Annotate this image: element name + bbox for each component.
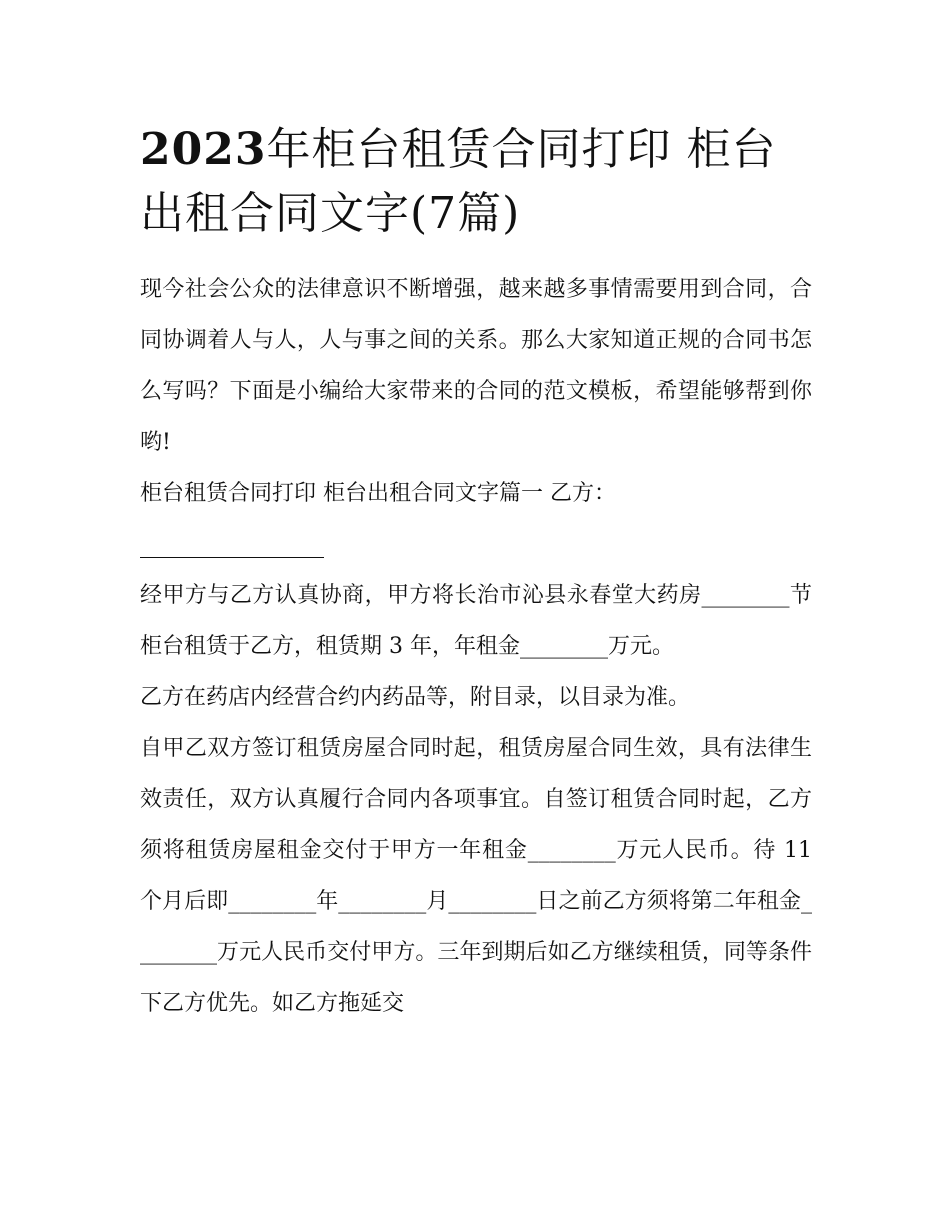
intro-paragraph: 现今社会公众的法律意识不断增强，越来越多事情需要用到合同，合同协调着人与人，人与事之间的关系。那么大家知道正规的合同书怎么写吗？下面是小编给大家带来的合同的范文模板，希望能够帮到你哟!: [140, 277, 812, 455]
document-title: [140, 118, 812, 246]
document-page: [140, 118, 812, 1029]
signature-blank-line: [140, 519, 324, 570]
body-paragraph-2: 乙方在药店内经营合约内药品等，附目录，以目录为准。: [140, 685, 691, 710]
body-paragraph-3: 自甲乙双方签订租赁房屋合同时起，租赁房屋合同生效，具有法律生效责任，双方认真履行合同内各项事宜。自签订租赁合同时起，乙方须将租赁房屋租金交付于甲方一年租金________万元人民币。待 11 个月后即________年________月________日之前乙方须将第二年租金________万元人民币交付甲方。三年到期后如乙方继续租赁，同等条件下乙方优先。如乙方拖延交: [140, 736, 812, 1016]
section-heading: 柜台租赁合同打印 柜台出租合同文字篇一 乙方：: [140, 481, 616, 506]
title-text: 年柜台租赁合同打印 柜台出租合同文字(7篇): [140, 124, 777, 239]
title-year: 2023: [140, 124, 267, 175]
body-paragraph-1: 经甲方与乙方认真协商，甲方将长治市沁县永春堂大药房________节柜台租赁于乙方，租赁期 3 年，年租金________万元。: [140, 583, 812, 659]
